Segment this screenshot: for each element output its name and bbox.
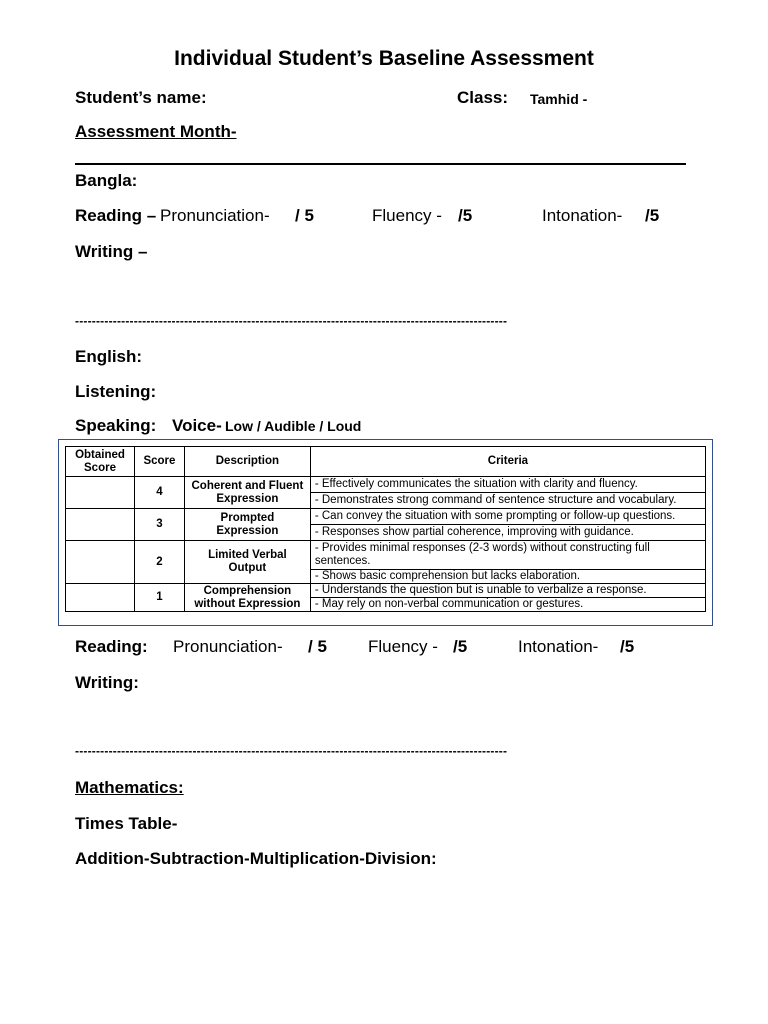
bangla-reading-label: Reading – — [75, 206, 157, 225]
header-score: Score — [134, 447, 184, 477]
header-criteria: Criteria — [310, 447, 705, 477]
header-obtained-score: Obtained Score — [66, 447, 135, 477]
table-row — [66, 541, 706, 570]
assessment-month-label: Assessment Month- — [75, 122, 237, 141]
bangla-heading: Bangla: — [75, 171, 138, 190]
obtained-score-cell[interactable] — [66, 541, 135, 584]
math-heading: Mathematics: — [75, 778, 184, 797]
english-intonation-label: Intonation- — [518, 637, 599, 656]
score-cell: 3 — [134, 509, 184, 541]
english-fluency-label: Fluency - — [368, 637, 438, 656]
voice-options: Low / Audible / Loud — [225, 418, 362, 434]
bangla-fluency-label: Fluency - — [372, 206, 442, 225]
description-cell: Coherent and Fluent Expression — [184, 477, 310, 509]
criteria-cell: - Understands the question but is unable to verbalize a response. — [310, 584, 705, 598]
table-row — [66, 584, 706, 598]
criteria-cell: - Responses show partial coherence, improving with guidance. — [310, 525, 705, 541]
description-cell: Limited Verbal Output — [184, 541, 310, 584]
score-cell: 2 — [134, 541, 184, 584]
criteria-cell: - Demonstrates strong command of sentence structure and vocabulary. — [310, 493, 705, 509]
class-value: Tamhid - — [530, 91, 588, 107]
section-separator: ------------------------------------------------------------------------------------------------------- — [75, 314, 508, 328]
criteria-cell: - Effectively communicates the situation with clarity and fluency. — [310, 477, 705, 493]
score-cell: 1 — [134, 584, 184, 612]
student-name-label: Student’s name: — [75, 88, 207, 107]
page-title: Individual Student’s Baseline Assessment — [174, 47, 594, 70]
criteria-cell: - May rely on non-verbal communication or gestures. — [310, 598, 705, 612]
english-pronunciation-label: Pronunciation- — [173, 637, 283, 656]
score-cell: 4 — [134, 477, 184, 509]
description-cell: Comprehension without Expression — [184, 584, 310, 612]
times-table-label: Times Table- — [75, 814, 178, 833]
table-row — [66, 477, 706, 493]
operations-label: Addition-Subtraction-Multiplication-Division: — [75, 849, 437, 868]
english-intonation-score: /5 — [620, 637, 635, 656]
speaking-rubric-table — [65, 446, 706, 612]
criteria-cell: - Shows basic comprehension but lacks elaboration. — [310, 570, 705, 584]
listening-label: Listening: — [75, 382, 157, 401]
english-heading: English: — [75, 347, 143, 366]
bangla-pronunciation-label: Pronunciation- — [160, 206, 270, 225]
section-separator: ------------------------------------------------------------------------------------------------------- — [75, 744, 508, 758]
bangla-fluency-score: /5 — [458, 206, 473, 225]
bangla-intonation-label: Intonation- — [542, 206, 623, 225]
english-reading-label: Reading: — [75, 637, 148, 656]
english-writing-label: Writing: — [75, 673, 139, 692]
voice-label: Voice- — [172, 416, 222, 435]
table-row — [66, 509, 706, 525]
description-cell: Prompted Expression — [184, 509, 310, 541]
bangla-intonation-score: /5 — [645, 206, 660, 225]
class-label: Class: — [457, 88, 509, 107]
english-pronunciation-score: / 5 — [308, 637, 327, 656]
speaking-label: Speaking: — [75, 416, 157, 435]
table-header-row — [66, 447, 706, 477]
obtained-score-cell[interactable] — [66, 584, 135, 612]
obtained-score-cell[interactable] — [66, 477, 135, 509]
criteria-cell: - Provides minimal responses (2-3 words) without constructing full sentences. — [310, 541, 705, 570]
month-fill-line — [75, 163, 686, 165]
bangla-pronunciation-score: / 5 — [295, 206, 314, 225]
bangla-writing-label: Writing – — [75, 242, 148, 261]
criteria-cell: - Can convey the situation with some prompting or follow-up questions. — [310, 509, 705, 525]
header-description: Description — [184, 447, 310, 477]
obtained-score-cell[interactable] — [66, 509, 135, 541]
english-fluency-score: /5 — [453, 637, 468, 656]
